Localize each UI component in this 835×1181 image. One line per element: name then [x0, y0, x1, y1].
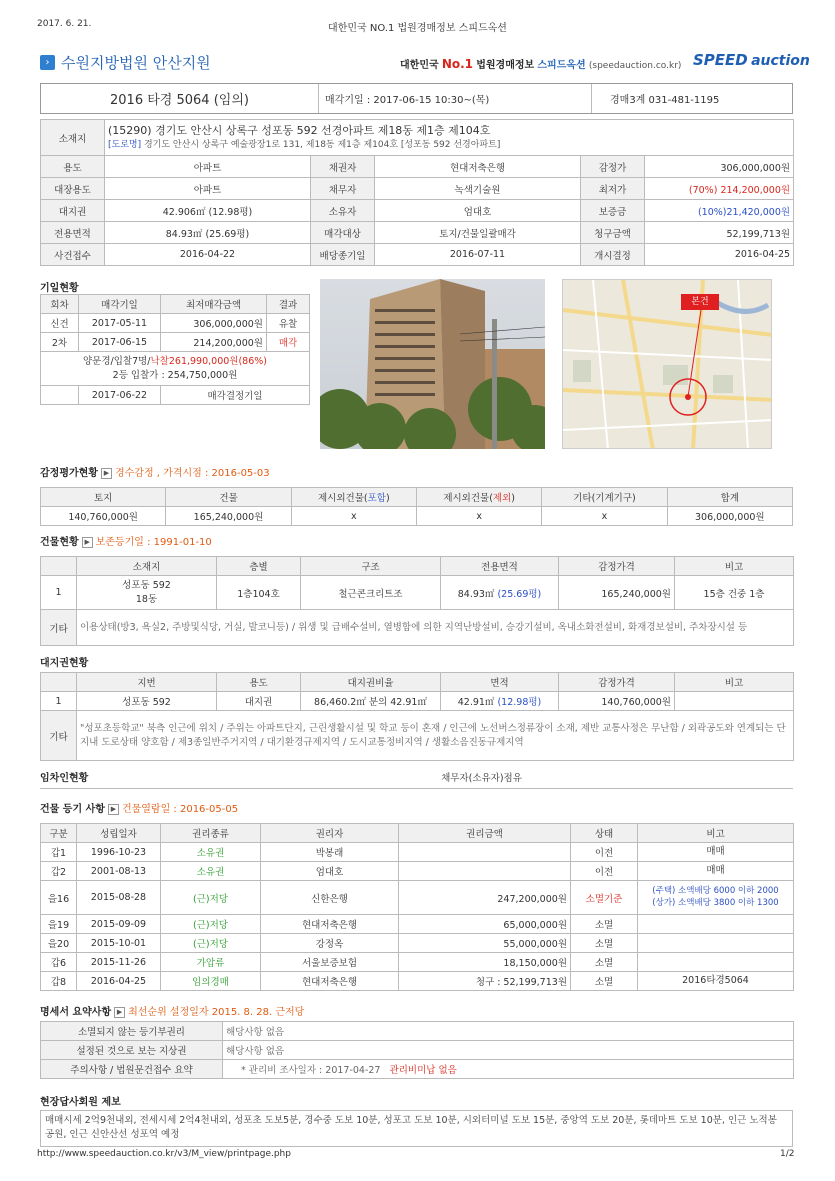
location-cell: [105, 120, 794, 156]
arrow-icon: ▶: [108, 804, 119, 815]
registry-row: 을20 2015-10-01 (근)저당 강정옥 55,000,000원 소멸: [41, 934, 794, 953]
land-title: 대지권현황: [40, 658, 89, 669]
registry-heading: 건물 등기 사항 ▶ 건물열람일 : 2016-05-05: [40, 804, 239, 815]
arrow-icon: ▶: [82, 537, 93, 548]
summary-row: 사건접수 2016-04-22 배당종기일 2016-07-11 개시결정 2016-04-25: [41, 244, 794, 266]
address: (15290) 경기도 안산시 상록구 성포동 592 선경아파트 제18동 제1층 제104호: [108, 124, 491, 137]
site-report-title: 현장답사회원 제보: [40, 1097, 121, 1108]
statement-table: 소멸되지 않는 등기부권리 해당사항 없음 설정된 것으로 보는 지상권 해당사항 없음 주의사항 / 법원문건접수 요약 * 관리비 조사일자 : 2017-04-27 관리비미납 없음: [40, 1021, 793, 1079]
arrow-icon: ›: [40, 55, 55, 70]
land-table: 지번 용도 대지권비율 면적 감정가격 비고 1 성포동 592 대지권 86,460.2㎡ 분의 42.91㎡ 42.91㎡ (12.98평) 140,760,000원 기타 "성포초등학교" 북측 인근에 위치 / 주위는 아파트단지, 근린생활시설 및 학교 등이 혼재 / 인근에 노선버스정류장이 소재, 제반 교통사정은 무난함 / 외곽공도와 연계되는 단지내 도로상태 양호함 / 제3종일반주거지역 / 대기환경규제지역 / 도시교통정비지역 / 생활소음진동규제지역: [40, 672, 793, 761]
history-table: 회차 매각기일 최저매각금액 결과 신건 2017-05-11 306,000,000원 유찰 2차 2017-06-15 214,200,000원 매각 양문경/입찰7명/낙찰261,990,000원(86%) 2등 입찰가 : 254,750,000원 2017-06-22 매각결정기일: [40, 294, 309, 405]
summary-table: [40, 119, 793, 266]
winner-info: 양문경/입찰7명/낙찰261,990,000원(86%) 2등 입찰가 : 254,750,000원: [41, 352, 310, 386]
site-report-text: 매매시세 2억9천내외, 전세시세 2억4천내외, 성포초 도보5분, 경수중 도보 10분, 성포고 도보 10분, 시외터미널 도보 15분, 중앙역 도보 20분, 롯데마트 도보 10분, 인근 노적봉 공원, 인근 신안산선 성포역 예정: [40, 1110, 793, 1147]
sale-date: 매각기일 : 2017-06-15 10:30~(목): [325, 95, 490, 106]
history-title: 기일현황: [40, 283, 79, 294]
registry-row: 갑8 2016-04-25 임의경매 현대저축은행 청구 : 52,199,713원 소멸 2016타경5064: [41, 972, 794, 991]
property-photo: [320, 279, 545, 449]
print-date: 2017. 6. 21.: [37, 19, 92, 29]
registry-row: 을19 2015-09-09 (근)저당 현대저축은행 65,000,000원 소멸: [41, 915, 794, 934]
footer-url[interactable]: http://www.speedauction.co.kr/v3/M_view/printpage.php: [37, 1149, 291, 1159]
summary-row: 용도 아파트 채권자 현대저축은행 감정가 306,000,000원: [41, 156, 794, 178]
print-title: 대한민국 NO.1 법원경매정보 스피드옥션: [328, 23, 507, 34]
location-label: 소재지: [41, 120, 105, 156]
arrow-icon: ▶: [114, 1007, 125, 1018]
court-dept: 경매3계 031-481-1195: [610, 95, 720, 106]
registry-table: 구분 성립일자 권리종류 권리자 권리금액 상태 비고 갑1 1996-10-23 소유권 박봉래 이전 매매 갑2 2001-08-13 소유권 엄대호 이전 매매 을16 2015-08-28 (근)저당 신한은행 247,200,000원 소멸기준 (주택) 소액배당 6000 이하 2000 (상가) 소액배당 3800 이하 1300 을19 2015-09-09 (근)저당 현대저축은행 65,000,000원 소멸 을20 2015-10-01 (근)저당 강정옥 55,000,000원 소멸 갑6 2015-11-26 가압류 서울보증보험 18,150,000원 소멸 갑8 2016-04-25 임의경매 현대저축은행 청구 : 52,199,713원 소멸 2016타경5064: [40, 823, 793, 991]
summary-row: 대장용도 아파트 채무자 녹색기술원 최저가 (70%) 214,200,000원: [41, 178, 794, 200]
summary-row: 대지권 42.906㎡ (12.98평) 소유자 엄대호 보증금 (10%)21,420,000원: [41, 200, 794, 222]
registry-row: 갑2 2001-08-13 소유권 엄대호 이전 매매: [41, 862, 794, 881]
appraisal-heading: 감정평가현황 ▶ 경수감정 , 가격시점 : 2016-05-03: [40, 468, 270, 479]
road-address: 경기도 안산시 상록구 예술광장1로 131, 제18동 제1층 제104호 [성포동 592 선경아파트]: [143, 139, 501, 150]
tenant-section: 임차인현황 채무자(소유자)점유: [40, 765, 793, 789]
land-etc: "성포초등학교" 북측 인근에 위치 / 주위는 아파트단지, 근린생활시설 및 학교 등이 혼재 / 인근에 노선버스정류장이 소재, 제반 교통사정은 무난함 / 외곽공도와 연계되는 단지내 도로상태 양호함 / 제3종일반주거지역 / 대기환경규제지역 / 도시교통정비지역 / 생활소음진동규제지역: [77, 711, 794, 761]
map-marker-label: 본건: [691, 297, 709, 307]
road-tag: [도로명]: [108, 139, 142, 150]
brand-logo: SPEED auction: [693, 51, 810, 69]
case-header: [40, 83, 793, 114]
registry-row: 을16 2015-08-28 (근)저당 신한은행 247,200,000원 소멸기준 (주택) 소액배당 6000 이하 2000 (상가) 소액배당 3800 이하 1300: [41, 881, 794, 915]
summary-row: 전용면적 84.93㎡ (25.69평) 매각대상 토지/건물일괄매각 청구금액 52,199,713원: [41, 222, 794, 244]
registry-row: 갑6 2015-11-26 가압류 서울보증보험 18,150,000원 소멸: [41, 953, 794, 972]
page-number: 1/2: [780, 1149, 795, 1159]
history-row: 2차 2017-06-15 214,200,000원 매각: [41, 333, 310, 352]
court-heading: [40, 52, 211, 73]
case-number: 2016 타경 5064 (임의): [110, 93, 249, 108]
brand-tagline: 대한민국 No.1 법원경매정보 스피드옥션 (speedauction.co.kr): [400, 57, 682, 71]
building-table: 소재지 층별 구조 전용면적 감정가격 비고 1 성포동 592 18동 1층104호 철근콘크리트조 84.93㎡ (25.69평) 165,240,000원 15층 건중 1층 기타 이용상태(방3, 욕실2, 주방및식당, 거실, 발코니등) / 위생 및 급배수설비, 열병합에 의한 지역난방설비, 승강기설비, 옥내소화전설비, 화재경보설비, 주차장시설 등: [40, 556, 793, 646]
arrow-icon: ▶: [101, 468, 112, 479]
decision-row: 2017-06-22 매각결정기일: [41, 386, 310, 405]
appraisal-table: 토지 건물 제시외건물(포함) 제시외건물(제외) 기타(기계기구) 합계 140,760,000원 165,240,000원 x x x 306,000,000원: [40, 487, 793, 526]
building-etc: 이용상태(방3, 욕실2, 주방및식당, 거실, 발코니등) / 위생 및 급배수설비, 열병합에 의한 지역난방설비, 승강기설비, 옥내소화전설비, 화재경보설비, 주차장시설 등: [77, 610, 794, 646]
history-row: 신건 2017-05-11 306,000,000원 유찰: [41, 314, 310, 333]
building-heading: 건물현황 ▶ 보존등기일 : 1991-01-10: [40, 537, 212, 548]
statement-heading: 명세서 요약사항 ▶ 최선순위 설정일자 2015. 8. 28. 근저당: [40, 1007, 305, 1018]
court-name: 수원지방법원 안산지원: [61, 54, 211, 72]
registry-row: 갑1 1996-10-23 소유권 박봉래 이전 매매: [41, 843, 794, 862]
location-map: [562, 279, 772, 449]
